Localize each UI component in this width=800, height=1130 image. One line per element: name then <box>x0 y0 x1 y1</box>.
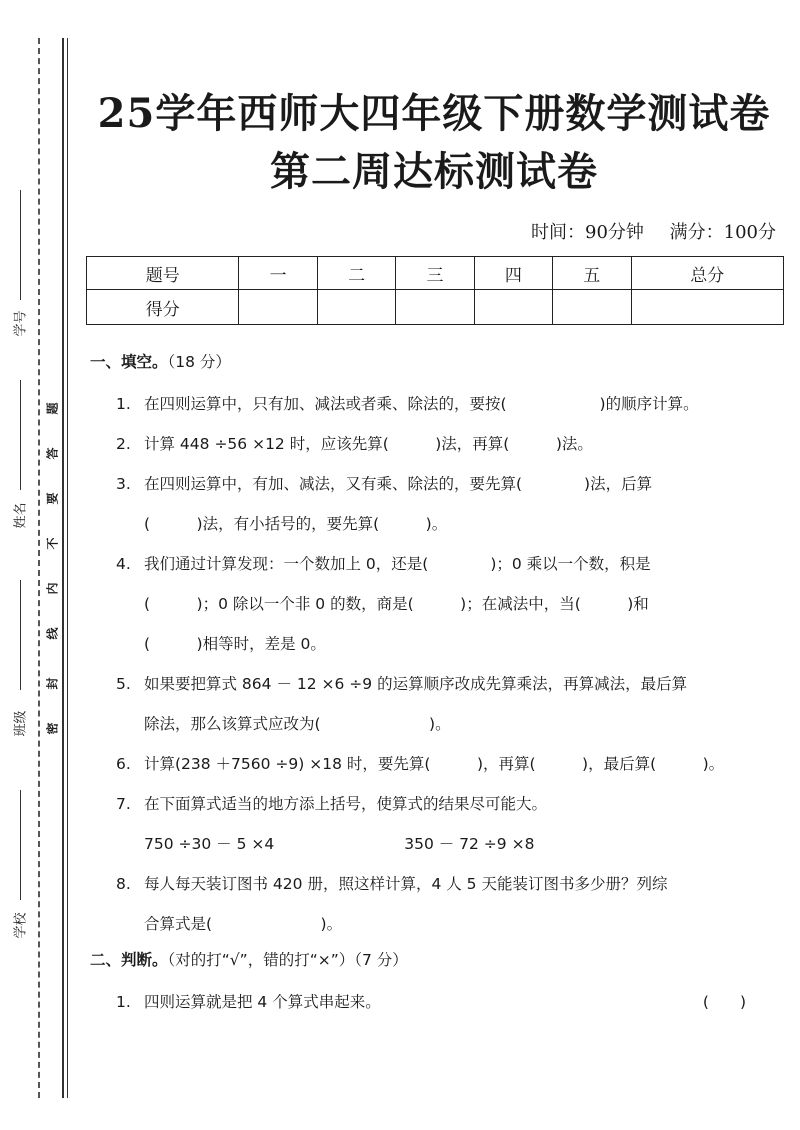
exam-content <box>90 346 790 1022</box>
question-1-4 <box>90 544 790 664</box>
score-table-cell: 三 <box>396 257 474 290</box>
question-text: ( )法，有小括号的，要先算( )。 <box>144 515 448 533</box>
question-text: 在四则运算中，只有加、减法或者乘、除法的，要按( )的顺序计算。 <box>144 395 699 413</box>
question-1-7-expressions <box>90 824 790 864</box>
binding-margin <box>0 0 80 1130</box>
exam-full-score: 满分：100分 <box>669 222 776 243</box>
seal-char: 线 <box>45 627 60 640</box>
page-title: 25学年西师大四年级下册数学测试卷 <box>97 90 771 137</box>
question-number: 7. <box>116 795 131 813</box>
question-1-3 <box>90 464 790 544</box>
class-write-line <box>20 580 21 690</box>
seal-char: 答 <box>45 447 60 460</box>
question-text: 如果要把算式 864 － 12 ×6 ÷9 的运算顺序改成先算乘法，再算减法，最后算 <box>144 675 688 693</box>
question-text: 除法，那么该算式应改为( )。 <box>144 715 451 733</box>
question-2-1 <box>90 982 790 1022</box>
score-input-cell[interactable] <box>396 290 474 325</box>
question-number: 4. <box>116 555 131 573</box>
question-1-6 <box>90 744 790 784</box>
section-1-title <box>90 346 790 384</box>
answer-bracket[interactable]: ( ) <box>702 993 746 1011</box>
question-1-8 <box>90 864 790 944</box>
student-id-write-line <box>20 190 21 300</box>
student-id-label: 学号 <box>13 310 29 337</box>
expression-1[interactable]: 750 ÷30 － 5 ×4 <box>144 835 275 853</box>
question-text: 每人每天装订图书 420 册，照这样计算，4 人 5 天能装订图书多少册？列综 <box>144 875 668 893</box>
seal-char: 要 <box>45 492 60 505</box>
question-text: 计算 448 ÷56 ×12 时，应该先算( )法，再算( )法。 <box>144 435 593 453</box>
section-2-note: （对的打“√”，错的打“×”）（7 分） <box>167 951 408 969</box>
question-number: 5. <box>116 675 131 693</box>
score-input-cell[interactable] <box>317 290 395 325</box>
question-text: ( )相等时，差是 0。 <box>144 635 326 653</box>
score-input-cell[interactable] <box>239 290 317 325</box>
question-number: 2. <box>116 435 131 453</box>
exam-time: 时间：90分钟 <box>531 222 644 243</box>
school-label: 学校 <box>13 912 29 939</box>
seal-char: 封 <box>45 677 60 690</box>
question-text: 计算(238 ＋7560 ÷9) ×18 时，要先算( )，再算( )，最后算( )。 <box>144 755 725 773</box>
score-input-cell[interactable] <box>553 290 631 325</box>
question-1-2 <box>90 424 790 464</box>
expression-2[interactable]: 350 － 72 ÷9 ×8 <box>404 835 535 853</box>
question-text: 合算式是( )。 <box>144 915 343 933</box>
school-write-line <box>20 790 21 900</box>
score-table-cell: 一 <box>239 257 317 290</box>
score-table-cell: 总分 <box>631 257 784 290</box>
page-subtitle: 第二周达标测试卷 <box>270 148 598 195</box>
seal-char: 密 <box>45 722 60 735</box>
seal-char: 不 <box>45 537 60 550</box>
section-1-note: （18 分） <box>167 353 231 371</box>
question-1-5 <box>90 664 790 744</box>
binding-solid-line <box>62 38 64 1098</box>
score-table-cell: 四 <box>474 257 552 290</box>
score-table-cell: 得分 <box>87 290 239 325</box>
exam-meta <box>511 218 776 244</box>
binding-dashed-line <box>38 38 40 1098</box>
question-text: 在四则运算中，有加、减法，又有乘、除法的，要先算( )法，后算 <box>144 475 653 493</box>
name-label: 姓名 <box>13 502 29 529</box>
score-table <box>86 256 784 325</box>
score-table-score-row <box>87 290 784 325</box>
score-table-cell: 二 <box>317 257 395 290</box>
question-text: ( )；0 除以一个非 0 的数，商是( )；在减法中，当( )和 <box>144 595 649 613</box>
section-2-title <box>90 944 790 982</box>
question-text: 在下面算式适当的地方添上括号，使算式的结果尽可能大。 <box>144 795 548 813</box>
question-number: 8. <box>116 875 131 893</box>
binding-solid-line-thin <box>67 38 68 1098</box>
score-input-cell[interactable] <box>474 290 552 325</box>
score-table-cell: 题号 <box>87 257 239 290</box>
question-number: 3. <box>116 475 131 493</box>
class-label: 班级 <box>13 710 29 737</box>
question-number: 1. <box>116 993 131 1011</box>
score-table-cell: 五 <box>553 257 631 290</box>
name-write-line <box>20 380 21 490</box>
score-input-cell[interactable] <box>631 290 784 325</box>
seal-char: 内 <box>45 582 60 595</box>
score-table-header-row <box>87 257 784 290</box>
question-number: 1. <box>116 395 131 413</box>
question-text: 四则运算就是把 4 个算式串起来。 <box>144 993 381 1011</box>
section-1-heading: 一、填空。 <box>90 353 168 371</box>
seal-char: 题 <box>45 402 60 415</box>
question-number: 6. <box>116 755 131 773</box>
section-2-heading: 二、判断。 <box>90 951 168 969</box>
question-1-1 <box>90 384 790 424</box>
question-text: 我们通过计算发现：一个数加上 0，还是( )；0 乘以一个数，积是 <box>144 555 651 573</box>
question-1-7 <box>90 784 790 824</box>
